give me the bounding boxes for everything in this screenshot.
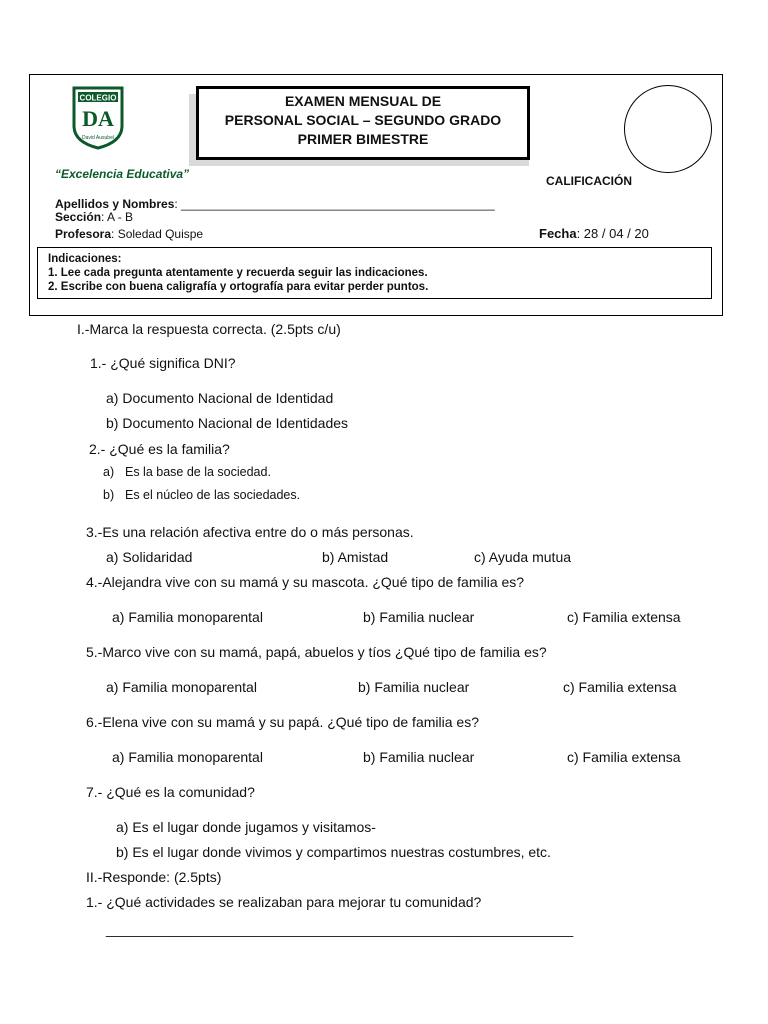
date-field	[539, 226, 649, 241]
question-4: 4.-Alejandra vive con su mamá y su mascota. ¿Qué tipo de familia es?	[86, 574, 525, 590]
grade-label: CALIFICACIÓN	[546, 174, 632, 188]
name-field[interactable]	[55, 197, 495, 211]
school-logo	[72, 86, 124, 150]
section-1-title: I.-Marca la respuesta correcta. (2.5pts c/u)	[77, 321, 341, 337]
question-2-option-a-letter[interactable]: a)	[103, 465, 115, 479]
logo-letters: DA	[82, 106, 114, 131]
name-label: Apellidos y Nombres	[55, 197, 175, 211]
name-value: : _______________________________________________	[174, 197, 495, 211]
logo-text: COLEGIO	[79, 93, 117, 103]
question-2-option-a-text[interactable]: Es la base de la sociedad.	[125, 465, 271, 479]
question-7: 7.- ¿Qué es la comunidad?	[86, 784, 255, 800]
exam-title-box	[196, 86, 530, 160]
question-6-option-c[interactable]: c) Familia extensa	[567, 749, 681, 765]
question-2-option-b-letter[interactable]: b)	[103, 488, 115, 502]
exam-title-line-2: PERSONAL SOCIAL – SEGUNDO GRADO	[224, 112, 502, 128]
date-value: : 28 / 04 / 20	[576, 226, 649, 241]
question-3-option-a[interactable]: a) Solidaridad	[106, 549, 193, 565]
question-5-option-c[interactable]: c) Familia extensa	[563, 679, 677, 695]
date-label: Fecha	[539, 226, 577, 241]
instruction-item-1: 1. Lee cada pregunta atentamente y recuerda seguir las indicaciones.	[48, 267, 428, 279]
teacher-field	[55, 227, 203, 241]
question-7-option-a[interactable]: a) Es el lugar donde jugamos y visitamos-	[116, 819, 376, 835]
instruction-item-2: 2. Escribe con buena caligrafía y ortografía para evitar perder puntos.	[48, 281, 429, 293]
grade-circle[interactable]	[624, 85, 712, 173]
section-2-title: II.-Responde: (2.5pts)	[86, 869, 222, 885]
question-6-option-b[interactable]: b) Familia nuclear	[363, 749, 475, 765]
question-2-option-b-text[interactable]: Es el núcleo de las sociedades.	[125, 488, 301, 502]
exam-title-line-1: EXAMEN MENSUAL DE	[284, 93, 442, 109]
question-6: 6.-Elena vive con su mamá y su papá. ¿Qué tipo de familia es?	[86, 714, 479, 730]
question-1: 1.- ¿Qué significa DNI?	[90, 355, 236, 371]
teacher-label: Profesora	[55, 227, 112, 241]
question-7-option-b[interactable]: b) Es el lugar donde vivimos y compartimos nuestras costumbres, etc.	[116, 844, 551, 860]
question-5-option-a[interactable]: a) Familia monoparental	[106, 679, 257, 695]
section-2-question-1: 1.- ¿Qué actividades se realizaban para mejorar tu comunidad?	[86, 894, 482, 910]
question-3: 3.-Es una relación afectiva entre do o más personas.	[86, 524, 414, 540]
section-label: Sección	[55, 210, 102, 224]
section-2-answer-line[interactable]: ____________________________________________________________	[106, 921, 574, 937]
question-2: 2.- ¿Qué es la familia?	[89, 441, 230, 457]
question-4-option-c[interactable]: c) Familia extensa	[567, 609, 681, 625]
section-field	[55, 210, 133, 224]
question-3-option-c[interactable]: c) Ayuda mutua	[474, 549, 572, 565]
section-value: : A - B	[101, 210, 134, 224]
question-4-option-b[interactable]: b) Familia nuclear	[363, 609, 475, 625]
question-3-option-b[interactable]: b) Amistad	[322, 549, 389, 565]
instructions-title: Indicaciones:	[48, 253, 122, 265]
exam-title-line-3: PRIMER BIMESTRE	[297, 131, 429, 147]
question-1-option-a[interactable]: a) Documento Nacional de Identidad	[106, 390, 334, 406]
question-1-option-b[interactable]: b) Documento Nacional de Identidades	[106, 415, 349, 431]
question-5-option-b[interactable]: b) Familia nuclear	[358, 679, 470, 695]
question-5: 5.-Marco vive con su mamá, papá, abuelos y tíos ¿Qué tipo de familia es?	[86, 644, 547, 660]
instructions-box	[37, 247, 712, 299]
teacher-value: : Soledad Quispe	[111, 227, 204, 241]
question-6-option-a[interactable]: a) Familia monoparental	[112, 749, 263, 765]
question-4-option-a[interactable]: a) Familia monoparental	[112, 609, 263, 625]
logo-ribbon: David Ausubel	[82, 135, 114, 141]
school-motto: “Excelencia Educativa”	[55, 167, 190, 181]
